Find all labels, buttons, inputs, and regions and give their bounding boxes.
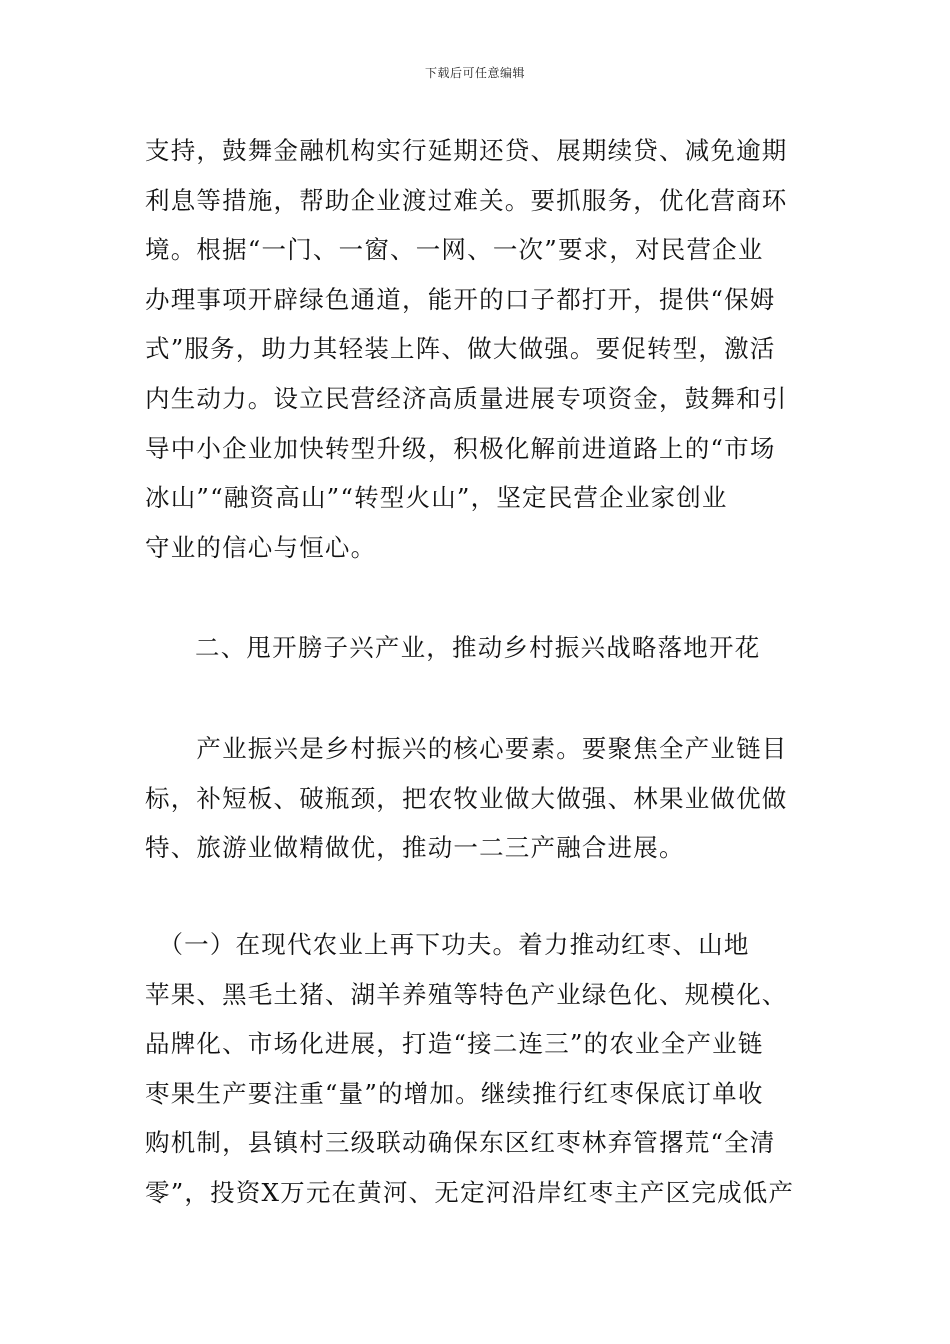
paragraph-line: 境。根据“一门、一窗、一网、一次”要求，对民营企业 <box>145 235 764 265</box>
section-heading: 二、甩开膀子兴产业，推动乡村振兴战略落地开花 <box>195 633 761 662</box>
paragraph-line: 内生动力。设立民营经济高质量进展专项资金，鼓舞和引 <box>145 383 788 413</box>
paragraph-line: 苹果、黑毛土猪、湖羊养殖等特色产业绿色化、规模化、 <box>145 979 788 1009</box>
paragraph-line: 购机制，县镇村三级联动确保东区红枣林弃管撂荒“全清 <box>145 1128 776 1158</box>
paragraph-industry-revitalization <box>145 724 807 873</box>
paragraph-line: 冰山”“融资高山”“转型火山”，坚定民营企业家创业 <box>145 483 728 513</box>
paragraph-line: 特、旅游业做精做优，推动一二三产融合进展。 <box>145 833 685 863</box>
paragraph-line: 导中小企业加快转型升级，积极化解前进道路上的“市场 <box>145 433 776 463</box>
paragraph-line: 式”服务，助力其轻装上阵、做大做强。要促转型，激活 <box>145 334 776 364</box>
paragraph-line: 品牌化、市场化进展，打造“接二连三”的农业全产业链 <box>145 1029 764 1059</box>
paragraph-line: 标，补短板、破瓶颈，把农牧业做大做强、林果业做优做 <box>145 783 788 813</box>
paragraph-line: 守业的信心与恒心。 <box>145 532 377 562</box>
paragraph-financial-support <box>145 126 807 572</box>
paragraph-line: 零”，投资X万元在黄河、无定河沿岸红枣主产区完成低产 <box>145 1177 795 1207</box>
paragraph-line: 支持，鼓舞金融机构实行延期还贷、展期续贷、减免逾期 <box>145 136 788 165</box>
paragraph-modern-agriculture <box>145 920 807 1218</box>
paragraph-line: （一）在现代农业上再下功夫。着力推动红枣、山地 <box>145 930 750 959</box>
page-header-note: 下载后可任意编辑 <box>424 66 525 80</box>
paragraph-line: 办理事项开辟绿色通道，能开的口子都打开，提供“保姆 <box>145 284 776 314</box>
paragraph-line: 产业振兴是乡村振兴的核心要素。要聚焦全产业链目 <box>145 734 788 763</box>
paragraph-line: 利息等措施，帮助企业渡过难关。要抓服务，优化营商环 <box>145 185 788 215</box>
paragraph-line: 枣果生产要注重“量”的增加。继续推行红枣保底订单收 <box>145 1078 764 1108</box>
